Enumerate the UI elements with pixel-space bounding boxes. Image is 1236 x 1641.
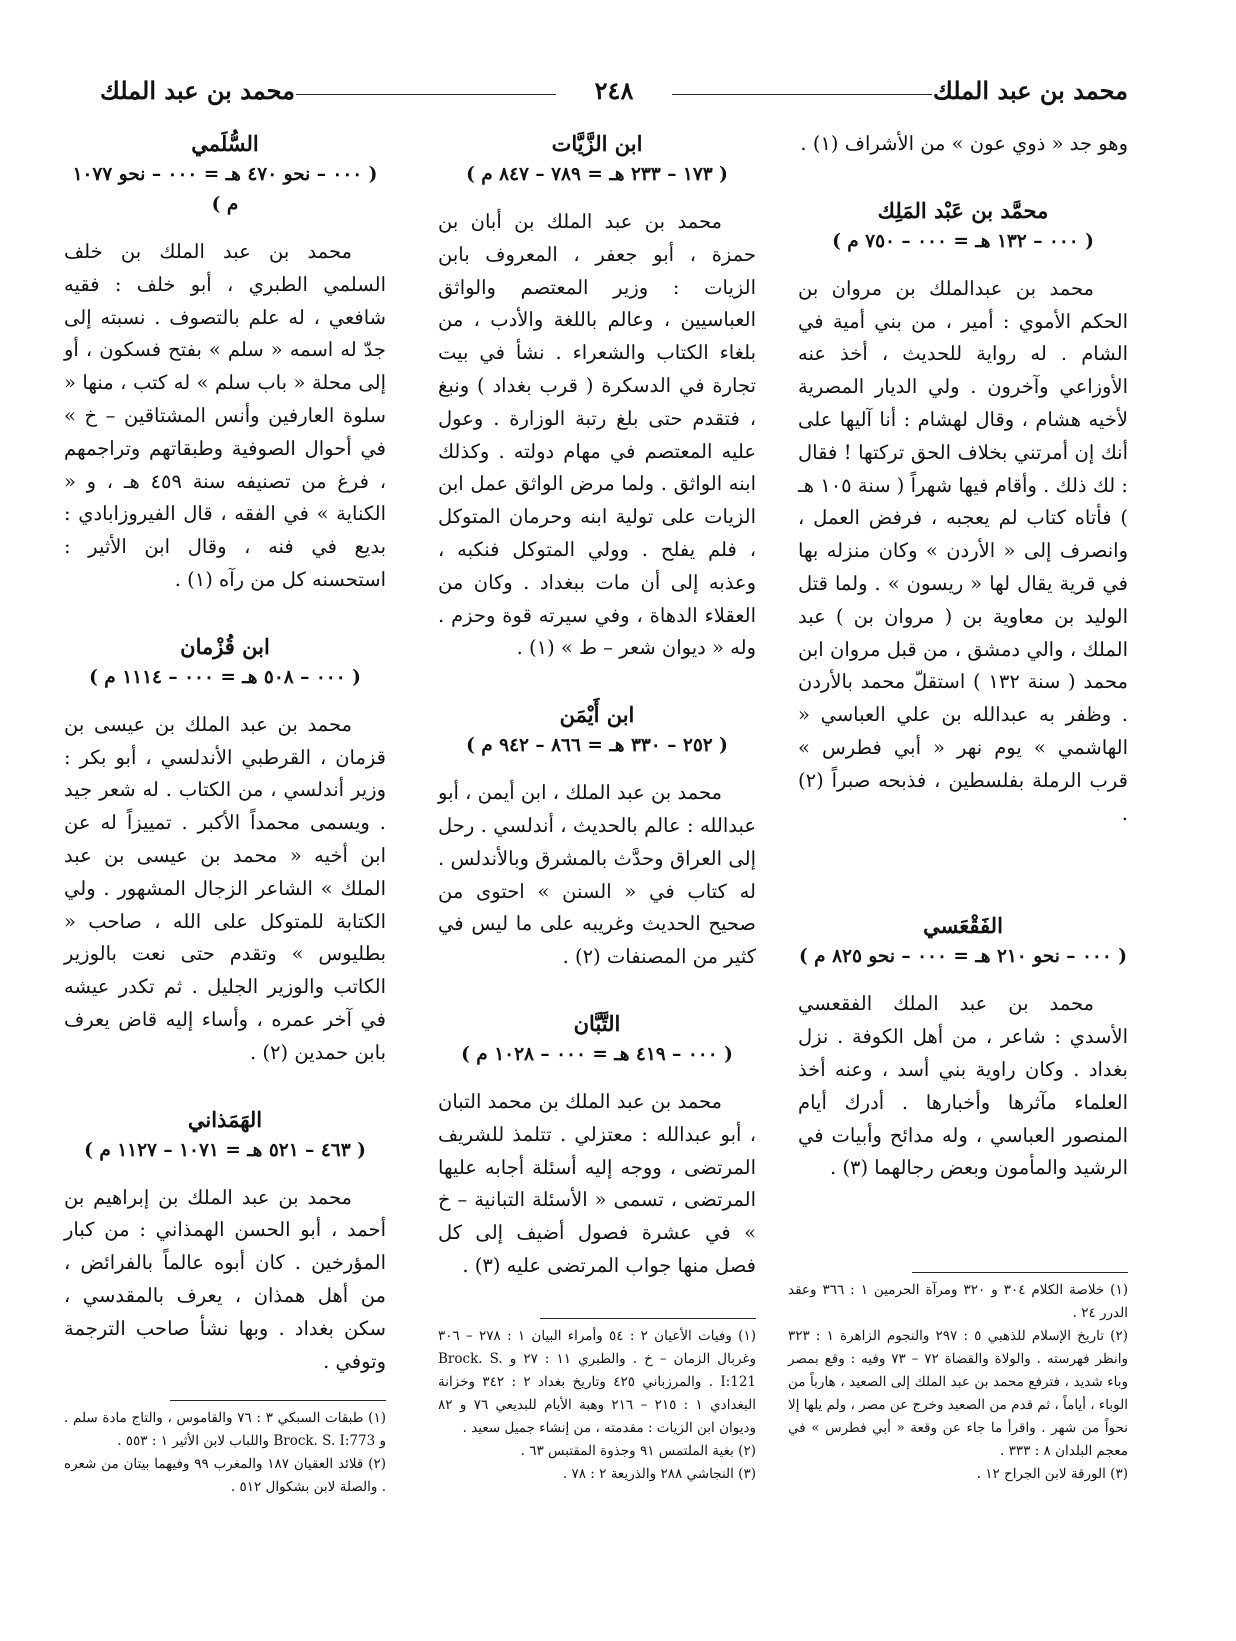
entry-dates: ( ٢٥٢ – ٣٣٠ هـ = ٨٦٦ – ٩٤٢ م ) [466, 735, 728, 757]
header-left-title: محمد بن عبد الملك [100, 76, 296, 105]
entry-al-hamadhani [64, 1104, 386, 1379]
entry-name: الهَمَذاني [187, 1106, 263, 1132]
entry-gap [798, 830, 1128, 910]
entry-body: محمد بن عبد الملك بن إبراهيم بن أحمد ، أبو الحسن الهمذاني : من كبار المؤرخين . كان أبوه عالماً بالفرائض ، من أهل همذان ، يعرف بالمقدسي ، سكن بغداد . وبها نشأ صاحب الترجمة وتوفي . [64, 1185, 386, 1373]
entry-gap [438, 665, 756, 699]
header-rule-left [296, 94, 556, 95]
footnote: (١) وفيات الأعيان ٢ : ٥٤ وأمراء البيان ١ : ٢٧٨ – ٣٠٦ وغربال الزمان – خ . والطبري ١١ : ٢٧ و Brock. S. I:121 . والمرزباني ٤٢٥ وتاريخ بغداد ٢ : ٣٤٢ وخزانة البغدادي ١ : ٢١٥ – ٢١٦ وهبة الأيام للبديعي ٧٦ و ٨٢ وديوان ابن الزيات : مقدمته ، من إنشاء جميل سعيد . [438, 1328, 757, 1436]
entry-name: محمَّد بن عَبْد المَلِك [877, 197, 1049, 223]
entry-body: محمد بن عبد الملك بن محمد التبان ، أبو عبدالله : معتزلي . تتلمذ للشريف المرتضى ، ووجه إليه أسئلة أجابه عليها المرتضى ، تسمى « الأسئلة التبانية – خ » في عشرة فصول أضيف إلى كل فصل منها جواب المرتضى عليه (٣) . [438, 1089, 756, 1277]
entry-name: ابن أَيْمَن [559, 702, 635, 728]
entry-name: الفَقْعَسي [923, 913, 1003, 939]
entry-al-tabban [438, 1008, 756, 1283]
header-rule-right [672, 94, 932, 95]
entry-gap [64, 1070, 386, 1104]
footnote: (١) طبقات السبكي ٣ : ٧٦ والقاموس ، والتاج مادة سلم . و Brock. S. I:773 واللباب لابن الأثير ١ : ٥٥٣ . [64, 1410, 386, 1449]
entry-ibn-abd-al-malik [798, 195, 1128, 831]
entry-body: محمد بن عبد الملك بن خلف السلمي الطبري ، أبو خلف : فقيه شافعي ، له علم بالتصوف . نسبته إلى جدّ له اسمه « سلم » بفتح فسكون ، أو إلى محلة « باب سلم » له كتب ، منها « سلوة العارفين وأنس المشتاقين – خ » في أحوال الصوفية وطبقاتهم وتراجمهم ، فرغ من تصنيفه سنة ٤٥٩ هـ ، و « الكناية » في الفقه ، قال الفيروزابادي : بديع في فنه ، وقال ابن الأثير : استحسنه كل من رآه (١) . [64, 240, 386, 591]
column-middle [438, 128, 756, 1283]
page-number: ٢٤٨ [585, 76, 644, 105]
entry-gap [798, 161, 1128, 195]
entry-gap [438, 974, 756, 1008]
entry-ibn-quzman [64, 631, 386, 1070]
entry-ibn-al-zayyat [438, 128, 756, 665]
footnote: (٢) قلائد العقيان ١٨٧ والمغرب ٩٩ وفيهما بيتان من شعره . والصلة لابن بشكوال ٥١٢ . [64, 1456, 386, 1495]
header-right-title: محمد بن عبد الملك [932, 76, 1128, 105]
footnotes-left [64, 1400, 386, 1499]
entry-body: محمد بن عبد الملك بن أبان بن حمزة ، أبو جعفر ، المعروف بابن الزيات : وزير المعتصم والواثق العباسيين ، وعالم باللغة والأدب ، من بلغاء الكتاب والشعراء . نشأ في بيت تجارة في الدسكرة ( قرب بغداد ) ونبغ ، فتقدم حتى بلغ رتبة الوزارة . وعول عليه المعتصم في مهام دولته . وكذلك ابنه الواثق . ولما مرض الواثق عمل ابن الزيات على تولية ابنه وحرمان المتوكل ، فلم يفلح . وولي المتوكل فنكبه ، وعذبه إلى أن مات ببغداد . وكان من العقلاء الدهاة ، وفي سيرته قوة وحزم . وله « ديوان شعر – ط » (١) . [438, 210, 756, 660]
footnote-rule [912, 1272, 1128, 1273]
footnote: (٢) تاريخ الإسلام للذهبي ٥ : ٢٩٧ والنجوم الزاهرة ١ : ٣٢٣ وانظر فهرسته . والولاة والقضاة ٧٢ – ٧٣ وفيه : وقع بمصر وباء شديد ، فترفع محمد بن عبد الملك إلى الصعيد ، هارباً من الوباء ، أياماً ، ثم قدم من الصعيد وخرج عن مصر ، ولم يلها إلا نحواً من شهر . واقرأ ما جاء عن وقعة « أبي فطرس » في معجم البلدان ٨ : ٣٣٣ . [788, 1328, 1129, 1459]
entry-body: محمد بن عبد الملك بن عيسى بن قزمان ، القرطبي الأندلسي ، أبو بكر : وزير أندلسي ، من الكتاب . له شعر جيد . ويسمى محمداً الأكبر . تمييزاً له عن ابن أخيه « محمد بن عيسى بن عبد الملك » الشاعر الزجال المشهور . ولي الكتابة للمتوكل على الله ، صاحب « بطليوس » وتقدم حتى نعت بالوزير الكاتب والوزير الجليل . ثم تكدر عيشه في آخر عمره ، وأساء إليه قاض يعرف بابن حمدين (٢) . [64, 712, 386, 1064]
footnote: (٢) بغية الملتمس ٩١ وجذوة المقتبس ٦٣ . [520, 1443, 756, 1459]
entry-al-faqasi [798, 910, 1128, 1185]
entry-name: ابن قُزْمان [180, 633, 270, 659]
footnotes-right [788, 1272, 1128, 1486]
entry-dates: ( ٠٠٠ – ٤١٩ هـ = ٠٠٠ – ١٠٢٨ م ) [461, 1043, 733, 1065]
footnote-rule [540, 1318, 756, 1319]
entry-gap [64, 597, 386, 631]
entry-dates: ( ٠٠٠ – ١٣٢ هـ = ٠٠٠ – ٧٥٠ م ) [832, 230, 1094, 252]
entry-dates: ( ٠٠٠ – ٥٠٨ هـ = ٠٠٠ – ١١١٤ م ) [89, 666, 361, 688]
entry-al-sulami [64, 128, 386, 597]
entry-name: ابن الزَّيَّات [551, 131, 643, 156]
footnotes-middle [438, 1318, 756, 1486]
entry-dates: ( ٤٦٣ – ٥٢١ هـ = ١٠٧١ – ١١٢٧ م ) [84, 1139, 366, 1161]
entry-body: محمد بن عبد الملك الفقعسي الأسدي : شاعر ، من أهل الكوفة . نزل بغداد . وكان راوية بني أسد ، وعنه أخذ العلماء مآثرها وأخبارها . أدرك أيام المنصور العباسي ، وله مدائح وأبيات في الرشيد والمأمون وبعض رجالهما (٣) . [798, 992, 1128, 1180]
continuation-text: وهو جد « ذوي عون » من الأشراف (١) . [800, 132, 1128, 155]
footnote-rule [170, 1400, 386, 1401]
footnote: (٣) النجاشي ٢٨٨ والذريعة ٢ : ٧٨ . [562, 1466, 756, 1482]
entry-name: التَّبَّان [573, 1010, 621, 1036]
entry-dates: ( ١٧٣ – ٢٣٣ هـ = ٧٨٩ – ٨٤٧ م ) [466, 164, 728, 185]
entry-dates: ( ٠٠٠ – نحو ٢١٠ هـ = ٠٠٠ – نحو ٨٢٥ م ) [798, 946, 1127, 968]
running-header [100, 74, 1128, 114]
entry-name: السُّلَمي [191, 131, 259, 156]
footnote: (٣) الورقة لابن الجراح ١٢ . [976, 1466, 1128, 1482]
entry-body: محمد بن عبدالملك بن مروان بن الحكم الأموي : أمير ، من بني أمية في الشام . له رواية للحديث ، أخذ عنه الأوزاعي وآخرون . ولي الديار المصرية لأخيه هشام ، وقال لهشام : أنا آليها على أنك إن أمرتني بخلاف الحق تركتها ! فقال : لك ذلك . وأقام فيها شهراً ( سنة ١٠٥ هـ ) فأتاه كتاب لم يعجبه ، فرفض العمل ، وانصرف إلى « الأردن » وكان منزله بها في قرية يقال لها « ريسون » . ولما قتل الوليد بن معاوية بن ( مروان بن ) عبد الملك ، والي دمشق ، من قبل مروان ابن محمد ( سنة ١٣٢ ) استقلّ محمد بالأردن . وظفر به عبدالله بن علي العباسي « الهاشمي » يوم نهر « أبي فطرس » قرب الرملة بفلسطين ، فذبحه صبراً (٢) . [798, 276, 1128, 825]
footnote: (١) خلاصة الكلام ٣٠٤ و ٣٢٠ ومرآة الحرمين ١ : ٣٦٦ وعقد الدرر ٢٤ . [788, 1282, 1128, 1321]
column-right [798, 128, 1128, 1185]
entry-dates: ( ٠٠٠ – نحو ٤٧٠ هـ = ٠٠٠ – نحو ١٠٧٧ م ) [72, 164, 378, 215]
column-left [64, 128, 386, 1378]
entry-ibn-ayman [438, 699, 756, 974]
entry-body: محمد بن عبد الملك ، ابن أيمن ، أبو عبدالله : عالم بالحديث ، أندلسي . رحل إلى العراق وحدَّث بالمشرق وبالأندلس . له كتاب في « السنن » احتوى من صحيح الحديث وغريبه على ما ليس في كثير من المصنفات (٢) . [438, 781, 756, 969]
